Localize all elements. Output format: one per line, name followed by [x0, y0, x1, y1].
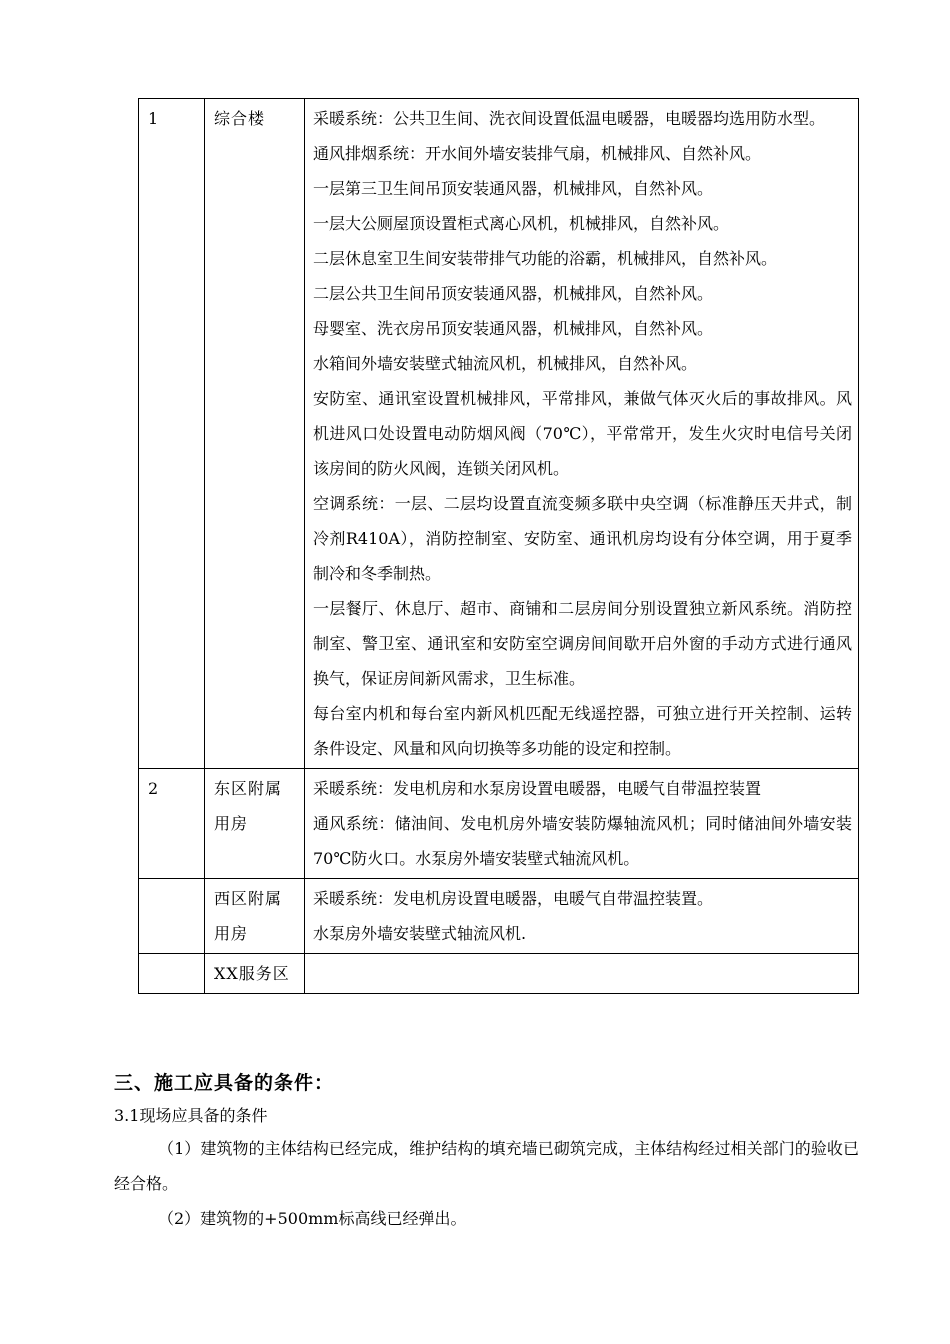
building-name: 东区附属用房	[205, 769, 305, 879]
description-line: 一层第三卫生间吊顶安装通风器，机械排风，自然补风。	[313, 179, 714, 198]
description-line: 二层公共卫生间吊顶安装通风器，机械排风，自然补风。	[313, 284, 714, 303]
description-line: 每台室内机和每台室内新风机匹配无线遥控器，可独立进行开关控制、运转条件设定、风量和风向切换等多功能的设定和控制。	[313, 704, 852, 758]
description-line: 母婴室、洗衣房吊顶安装通风器，机械排风，自然补风。	[313, 319, 714, 338]
system-description	[305, 769, 859, 879]
table-row	[139, 954, 859, 994]
table-row	[139, 99, 859, 769]
paragraph: （1）建筑物的主体结构已经完成，维护结构的填充墙已砌筑完成，主体结构经过相关部门的验收已经合格。	[114, 1139, 859, 1193]
row-number: 2	[139, 769, 205, 879]
description-line: 二层休息室卫生间安装带排气功能的浴霸，机械排风，自然补风。	[313, 249, 778, 268]
description-line: 一层餐厅、休息厅、超市、商铺和二层房间分别设置独立新风系统。消防控制室、警卫室、通讯室和安防室空调房间间歇开启外窗的手动方式进行通风换气，保证房间新风需求，卫生标准。	[313, 599, 852, 688]
row-number	[139, 954, 205, 994]
description-line: 空调系统：一层、二层均设置直流变频多联中央空调（标准静压天井式，制冷剂R410A），消防控制室、安防室、通讯机房均设有分体空调，用于夏季制冷和冬季制热。	[313, 494, 852, 583]
description-line: 一层大公厕屋顶设置柜式离心风机，机械排风，自然补风。	[313, 214, 730, 233]
system-description	[305, 99, 859, 769]
row-number: 1	[139, 99, 205, 769]
table-row	[139, 769, 859, 879]
description-line: 采暖系统：发电机房设置电暖器，电暖气自带温控装置。	[313, 889, 714, 908]
description-line: 采暖系统：发电机房和水泵房设置电暖器，电暖气自带温控装置	[313, 779, 762, 798]
description-line: 安防室、通讯室设置机械排风，平常排风，兼做气体灭火后的事故排风。风机进风口处设置电动防烟风阀（70℃），平常常开，发生火灾时电信号关闭该房间的防火风阀，连锁关闭风机。	[313, 389, 852, 478]
row-number	[139, 879, 205, 954]
system-description	[305, 954, 859, 994]
description-line: 水泵房外墙安装壁式轴流风机.	[313, 924, 527, 943]
section-heading: 三、施工应具备的条件：	[114, 1072, 335, 1094]
system-description	[305, 879, 859, 954]
table-row	[139, 879, 859, 954]
description-line: 通风排烟系统：开水间外墙安装排气扇，机械排风、自然补风。	[313, 144, 762, 163]
building-name: 西区附属用房	[205, 879, 305, 954]
building-name: XX服务区	[205, 954, 305, 994]
description-line: 通风系统：储油间、发电机房外墙安装防爆轴流风机；同时储油间外墙安装70℃防火口。水泵房外墙安装壁式轴流风机。	[313, 814, 852, 868]
building-name: 综合楼	[205, 99, 305, 769]
description-line: 采暖系统：公共卫生间、洗衣间设置低温电暖器，电暖器均选用防水型。	[313, 109, 826, 128]
paragraph: （2）建筑物的+500mm标高线已经弹出。	[158, 1209, 467, 1228]
description-line: 水箱间外墙安装壁式轴流风机，机械排风，自然补风。	[313, 354, 698, 373]
hvac-system-table	[138, 98, 859, 994]
subsection-heading: 3.1现场应具备的条件	[114, 1106, 268, 1125]
